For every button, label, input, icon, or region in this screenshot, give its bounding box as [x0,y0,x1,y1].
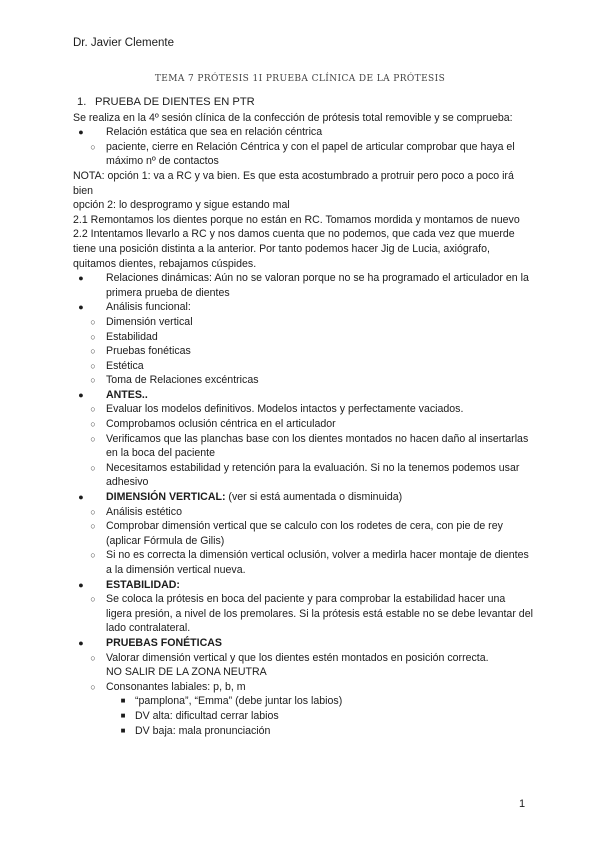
antes-heading: ANTES.. [106,388,148,401]
list-item: ○ Evaluar los modelos definitivos. Modelos intactos y perfectamente vaciados. [73,402,533,417]
bullet-icon: ● [78,127,84,138]
list-item: ○ Estabilidad [73,330,533,345]
circle-bullet-icon: ○ [90,404,96,415]
square-bullet-icon: ■ [120,710,126,720]
square-bullet-icon: ■ [120,725,126,735]
bullet-icon: ● [78,389,84,400]
section-title: PRUEBA DE DIENTES EN PTR [95,96,255,108]
bullet-icon: ● [78,492,84,503]
square-bullet-icon: ■ [120,696,126,706]
list-item: ○ Toma de Relaciones excéntricas [73,373,533,388]
section-heading [73,95,533,110]
circle-bullet-icon: ○ [90,681,96,692]
list-item [73,636,533,651]
circle-bullet-icon: ○ [90,360,96,371]
document-body [73,95,533,738]
section-number: 1. [77,96,87,108]
list-item: ○ Análisis estético [73,505,533,520]
list-item: ● Análisis funcional: [73,300,533,315]
circle-bullet-icon: ○ [90,375,96,386]
estabilidad-heading: ESTABILIDAD: [106,578,180,591]
circle-bullet-icon: ○ [90,652,96,663]
list-item: ■ “pamplona”, “Emma” (debe juntar los labios) [73,694,533,709]
list-item: ● DIMENSIÓN VERTICAL: (ver si está aumentada o disminuida) [73,490,533,505]
list-item: ● Relación estática que sea en relación céntrica [73,125,533,140]
document-title: TEMA 7 PRÓTESIS 1I PRUEBA CLÍNICA DE LA PRÓTESIS [154,74,446,84]
circle-bullet-icon: ○ [90,141,96,152]
circle-bullet-icon: ○ [90,316,96,327]
foneticas-heading: PRUEBAS FONÉTICAS [106,636,222,649]
dimension-heading: DIMENSIÓN VERTICAL: [106,491,226,504]
list-item: ○ paciente, cierre en Relación Céntrica y con el papel de articular comprobar que haya el máximo nº de contactos [73,140,533,169]
bullet-icon: ● [78,579,84,590]
paragraph-2-1: 2.1 Remontamos los dientes porque no están en RC. Tomamos mordida y montamos de nuevo [73,213,520,226]
list-item: ■ DV baja: mala pronunciación [73,724,533,739]
circle-bullet-icon: ○ [90,331,96,342]
circle-bullet-icon: ○ [90,462,96,473]
list-item: ○ Comprobar dimensión vertical que se calculo con los rodetes de cera, con pie de rey (aplicar Fórmula de Gilis) [73,519,533,548]
author-name: Dr. Javier Clemente [73,37,174,49]
circle-bullet-icon: ○ [90,506,96,517]
page-number: 1 [519,798,526,810]
circle-bullet-icon: ○ [90,550,96,561]
list-item: ○ Verificamos que las planchas base con los dientes montados no hacen daño al insertarlas en la boca del paciente [73,432,533,461]
bullet-icon: ● [78,273,84,284]
option-paragraph: opción 2: lo desprogramo y sigue estando mal [73,199,290,212]
circle-bullet-icon: ○ [90,433,96,444]
circle-bullet-icon: ○ [90,419,96,430]
list-item: ○ Valorar dimensión vertical y que los dientes estén montados en posición correcta. NO SALIR DE LA ZONA NEUTRA [73,651,533,680]
note-paragraph: NOTA: opción 1: va a RC y va bien. Es que esta acostumbrado a protruir pero poco a poco irá bien [73,169,514,197]
circle-bullet-icon: ○ [90,594,96,605]
paragraph-2-2: 2.2 Intentamos llevarlo a RC y nos damos cuenta que no podemos, que cada vez que muerde tiene una posición distinta a la anterior. Por tanto podemos hacer Jig de Lucia, axiógrafo, quitamos dientes, rebajamos cúspides. [73,228,515,270]
bullet-icon: ● [78,302,84,313]
list-item: ○ Dimensión vertical [73,315,533,330]
circle-bullet-icon: ○ [90,346,96,357]
list-item: ○ Pruebas fonéticas [73,344,533,359]
list-item: ● Relaciones dinámicas: Aún no se valoran porque no se ha programado el articulador en la primera prueba de dientes [73,271,533,300]
list-item: ○ Comprobamos oclusión céntrica en el articulador [73,417,533,432]
list-item [73,578,533,593]
list-item [73,388,533,403]
list-item: ○ Consonantes labiales: p, b, m [73,680,533,695]
list-item: ■ DV alta: dificultad cerrar labios [73,709,533,724]
bullet-icon: ● [78,637,84,648]
circle-bullet-icon: ○ [90,521,96,532]
list-item: ○ Necesitamos estabilidad y retención para la evaluación. Si no la tenemos podemos usar adhesivo [73,461,533,490]
list-item: ○ Si no es correcta la dimensión vertical oclusión, volver a medirla hacer montaje de dientes a la dimensión vertical nueva. [73,548,533,577]
intro-paragraph: Se realiza en la 4º sesión clínica de la confección de prótesis total removible y se comprueba: [73,111,513,124]
list-item: ○ Se coloca la prótesis en boca del paciente y para comprobar la estabilidad hacer una ligera presión, a nivel de los premolares. Si la prótesis está estable no se debe levantar del lado contralateral. [73,592,533,636]
list-item: ○ Estética [73,359,533,374]
